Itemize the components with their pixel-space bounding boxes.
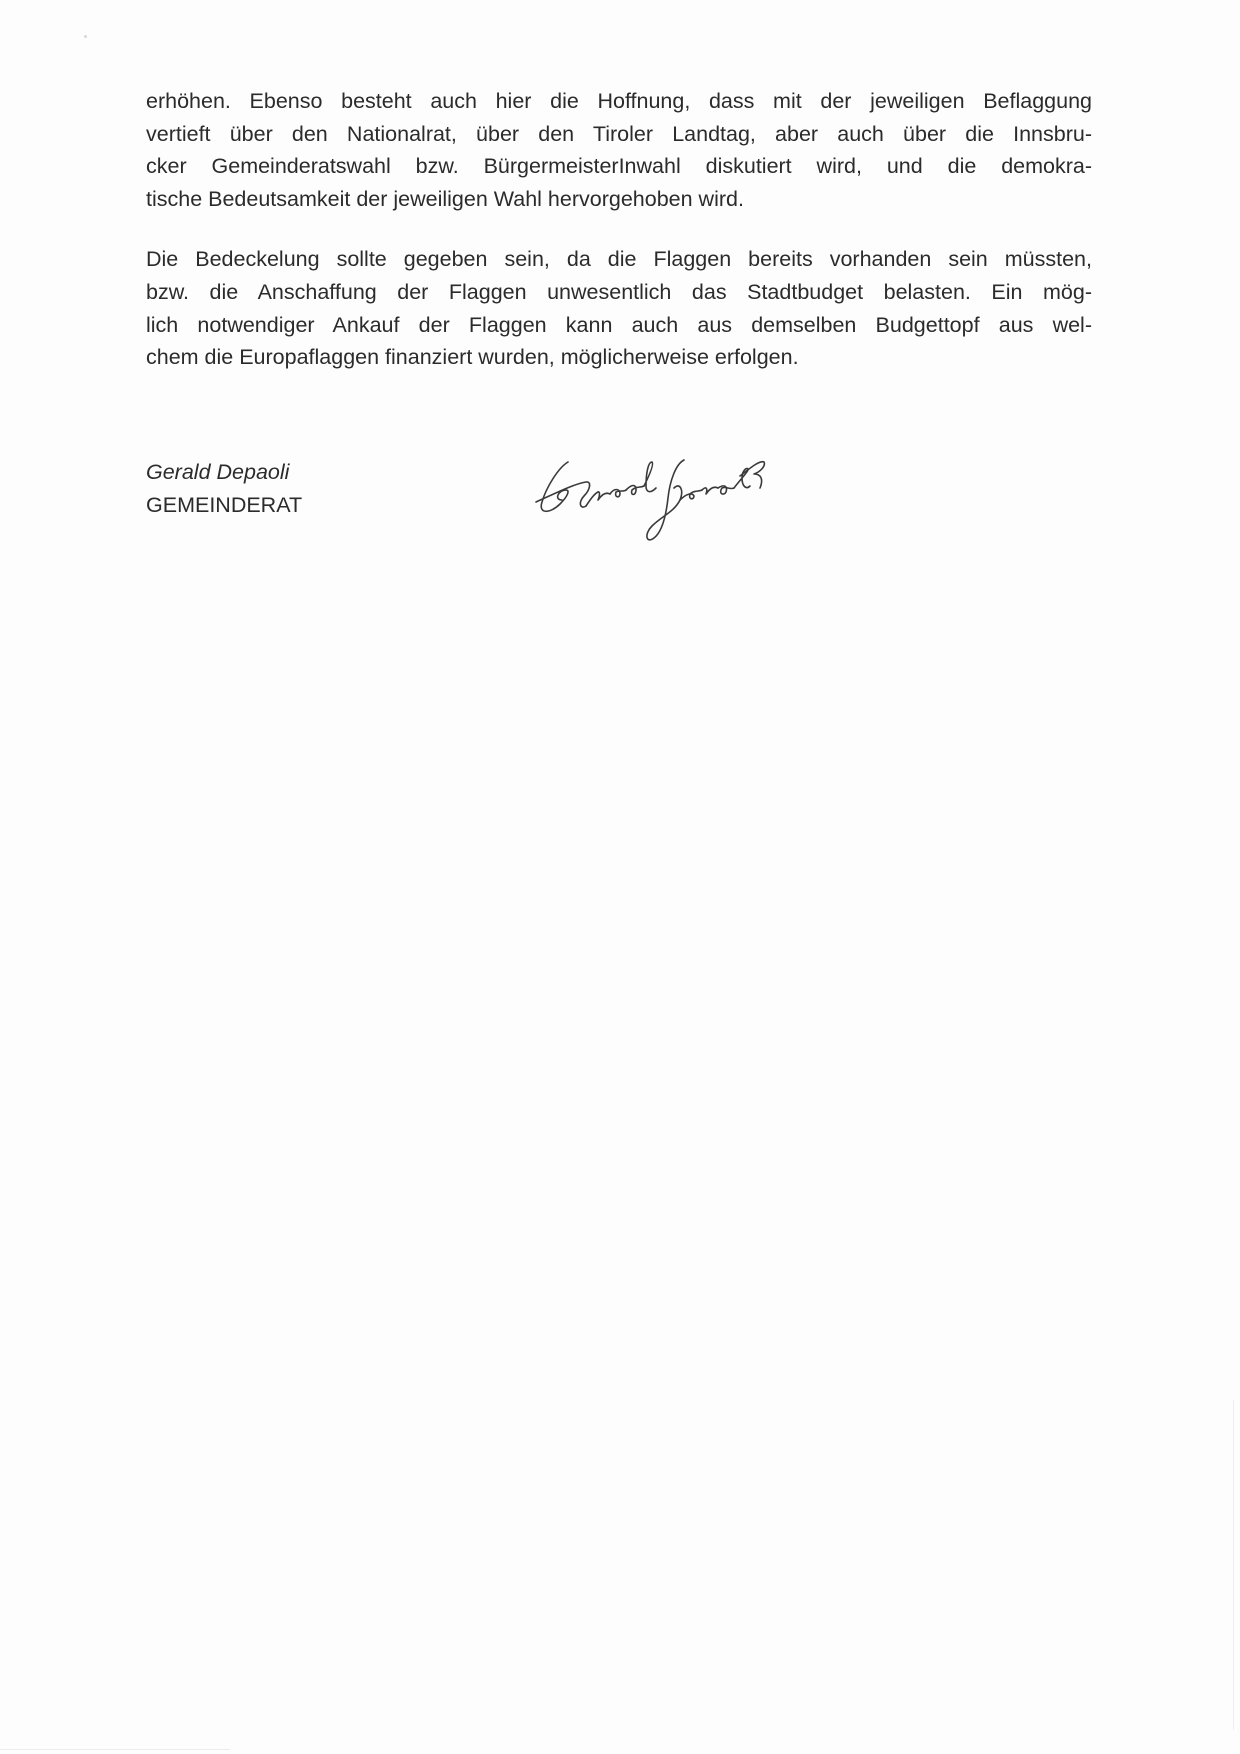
- signature-stroke-5: [626, 486, 644, 495]
- signature-stroke-9: [702, 487, 718, 494]
- paragraph-1-line-2: vertieft über den Nationalrat, über den Tiroler Landtag, aber auch über die Innsbru-: [146, 121, 1092, 146]
- document-body: [146, 85, 1092, 374]
- signer-role: GEMEINDERAT: [146, 492, 303, 517]
- paragraph-1-line-4: tische Bedeutsamkeit der jeweiligen Wahl hervorgehoben wird.: [146, 186, 744, 211]
- signature-stroke-8: [680, 490, 702, 500]
- signature-stroke-3: [586, 492, 610, 506]
- paragraph-1-line-3: cker Gemeinderatswahl bzw. BürgermeisterInwahl diskutiert wird, und die demokra-: [146, 154, 1092, 179]
- paragraph-2-line-1: Die Bedeckelung sollte gegeben sein, da die Flaggen bereits vorhanden sein müssten,: [146, 247, 1092, 272]
- paragraph-1-line-1: erhöhen. Ebenso besteht auch hier die Hoffnung, dass mit der jeweiligen Beflaggung: [146, 89, 1092, 113]
- signer-name: Gerald Depaoli: [146, 460, 290, 484]
- paragraph-2: [146, 243, 1092, 373]
- signature-stroke-7: [647, 460, 684, 540]
- signature-stroke-11: [734, 468, 750, 488]
- paragraph-2-line-3: lich notwendiger Ankauf der Flaggen kann auch aus demselben Budgettopf aus wel-: [146, 312, 1092, 337]
- scan-speck: [84, 35, 87, 38]
- signature-stroke-4: [610, 490, 626, 497]
- scan-edge: [0, 1749, 230, 1750]
- paragraph-2-line-2: bzw. die Anschaffung der Flaggen unwesentlich das Stadtbudget belasten. Ein mög-: [146, 279, 1092, 304]
- scan-edge: [1233, 1400, 1234, 1730]
- handwritten-signature: [528, 440, 848, 550]
- signature-stroke-6: [644, 462, 656, 492]
- signature-stroke-10: [718, 486, 734, 494]
- paragraph-2-line-4: chem die Europaflaggen finanziert wurden, möglicherweise erfolgen.: [146, 345, 799, 370]
- paragraph-1: [146, 85, 1092, 215]
- signature-block: [146, 456, 302, 521]
- signature-stroke-1: [541, 462, 568, 511]
